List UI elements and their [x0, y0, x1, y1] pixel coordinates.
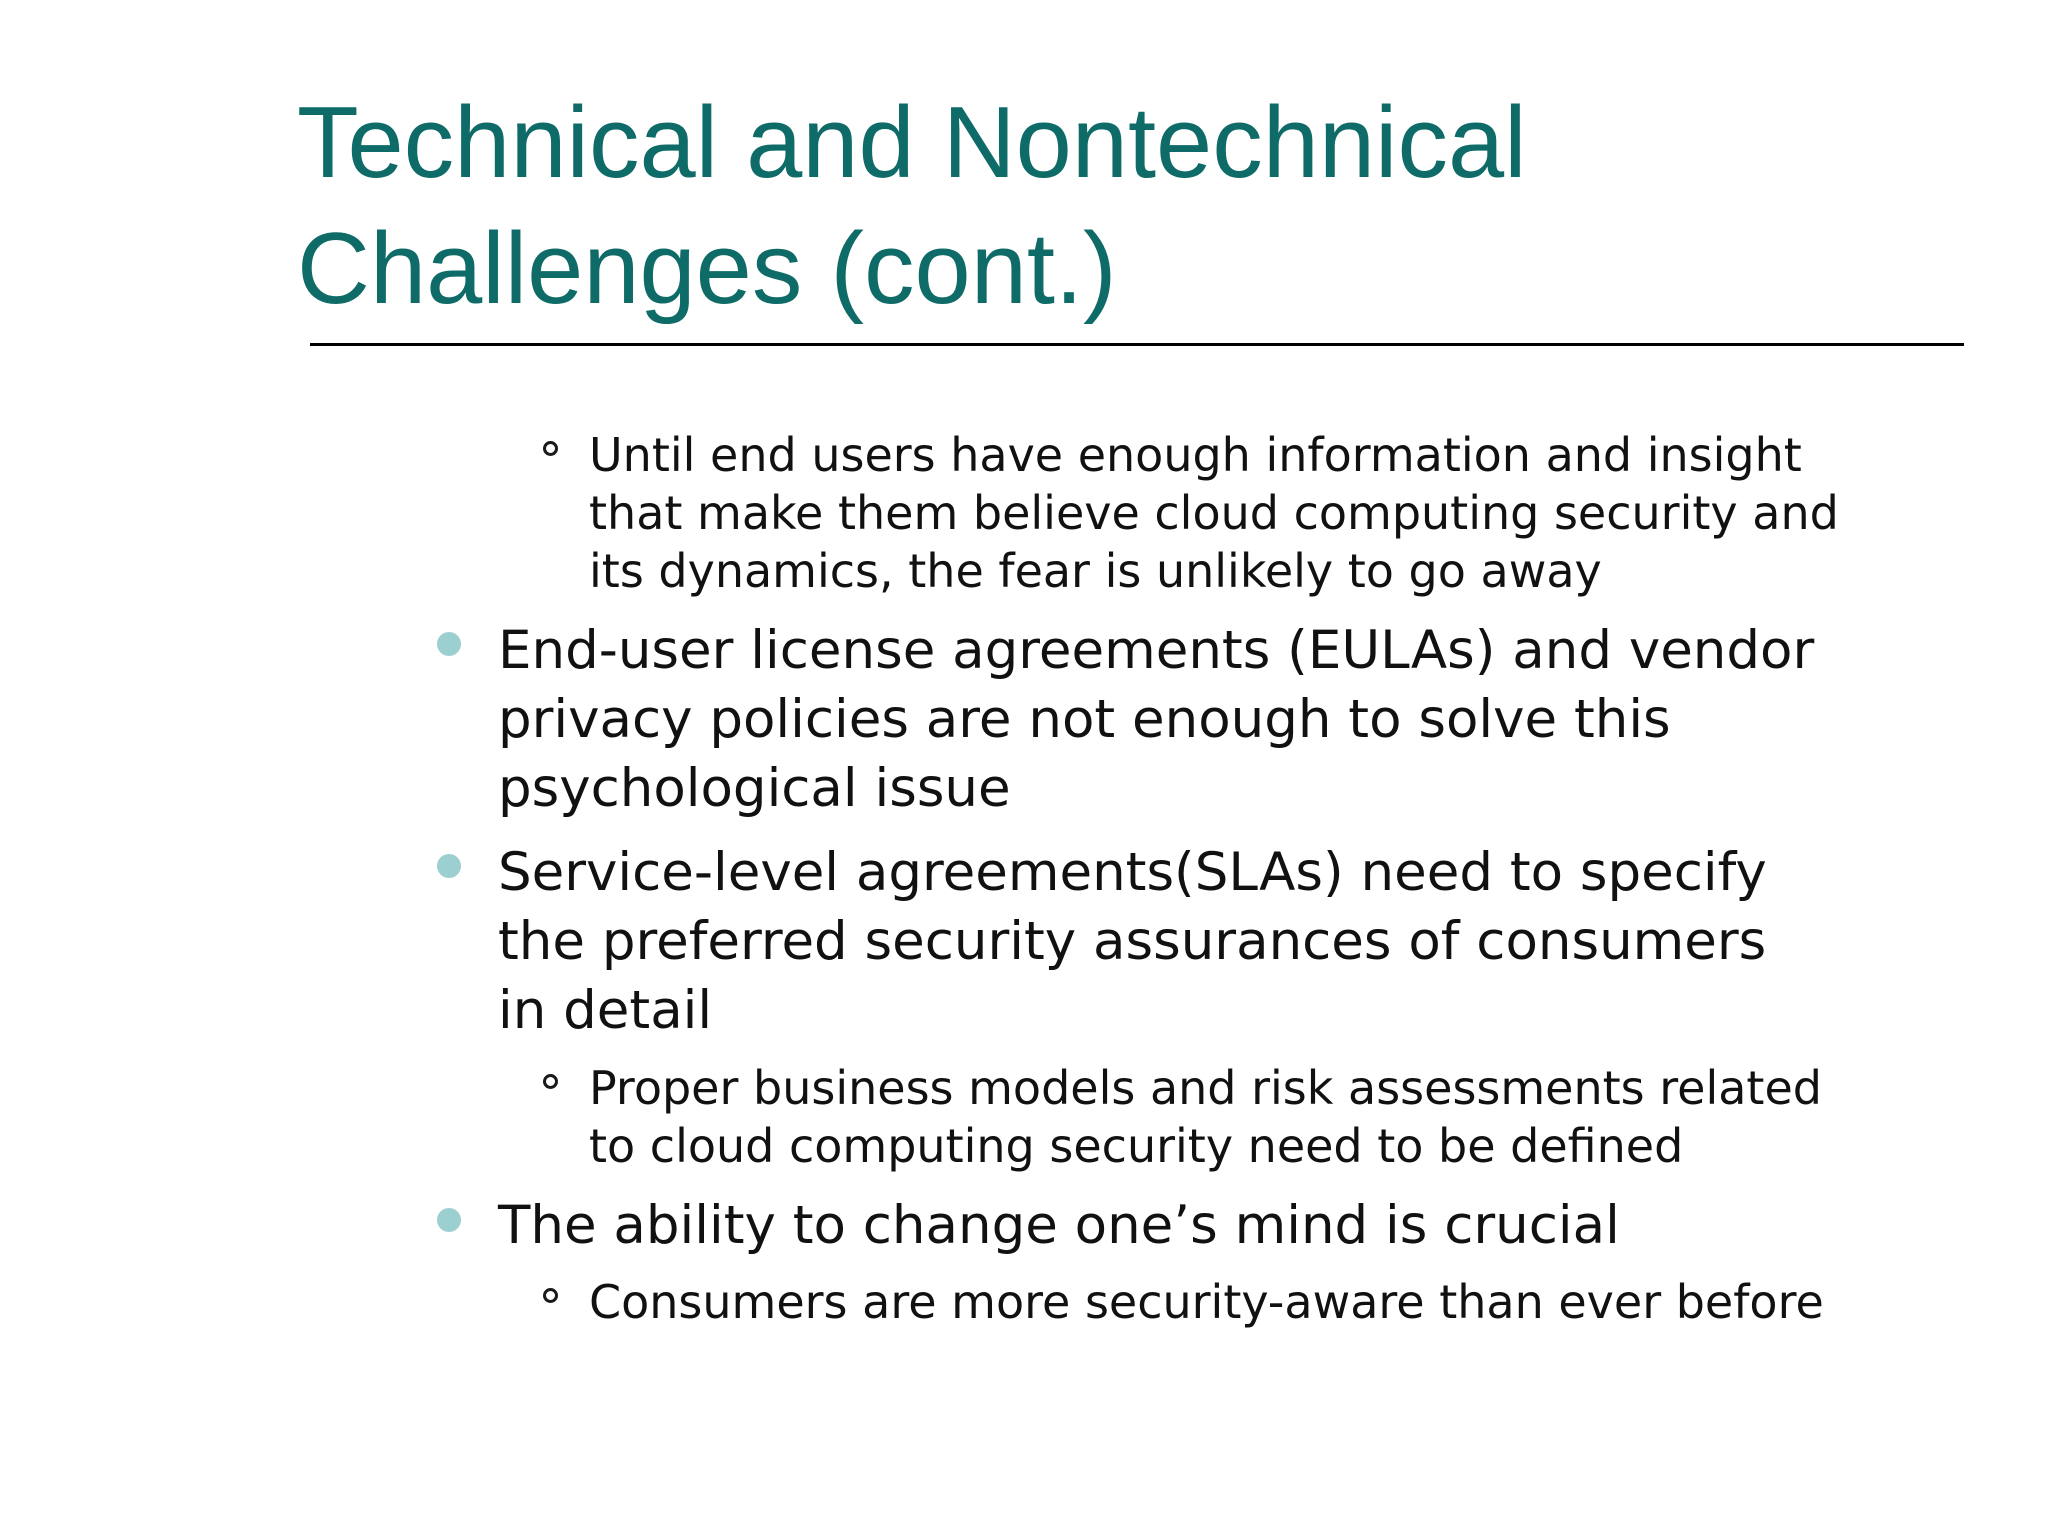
hollow-circle-bullet-icon — [543, 1288, 558, 1303]
bullet-line: End-user license agreements (EULAs) and vendor — [498, 620, 1815, 681]
hollow-circle-bullet-icon — [543, 441, 558, 456]
bullet-line: the preferred security assurances of consumers — [498, 911, 1767, 972]
bullet-item-level2 — [589, 426, 1839, 600]
bullet-item-level2 — [589, 1273, 1824, 1331]
slide-title-line: Technical and Nontechnical — [297, 87, 1527, 199]
bullet-line: Consumers are more security-aware than ever before — [589, 1275, 1824, 1329]
filled-circle-bullet-icon — [437, 1208, 461, 1232]
bullet-line: Until end users have enough information and insight — [589, 428, 1802, 482]
bullet-item-level1 — [498, 1191, 1620, 1260]
bullet-line: The ability to change one’s mind is crucial — [498, 1195, 1620, 1256]
bullet-line: in detail — [498, 980, 713, 1041]
slide-title — [297, 80, 1997, 332]
bullet-line: psychological issue — [498, 758, 1011, 819]
title-divider — [310, 343, 1964, 346]
bullet-line: to cloud computing security need to be defined — [589, 1119, 1684, 1173]
filled-circle-bullet-icon — [437, 854, 461, 878]
slide-title-line: Challenges (cont.) — [297, 213, 1117, 325]
bullet-line: privacy policies are not enough to solve this — [498, 689, 1671, 750]
bullet-line: that make them believe cloud computing security and — [589, 486, 1839, 540]
bullet-item-level2 — [589, 1059, 1822, 1175]
bullet-line: Proper business models and risk assessments related — [589, 1061, 1822, 1115]
filled-circle-bullet-icon — [437, 632, 461, 656]
hollow-circle-bullet-icon — [543, 1074, 558, 1089]
bullet-line: Service-level agreements(SLAs) need to specify — [498, 842, 1767, 903]
bullet-line: its dynamics, the fear is unlikely to go away — [589, 544, 1602, 598]
bullet-item-level1 — [498, 838, 1767, 1045]
bullet-item-level1 — [498, 616, 1814, 823]
